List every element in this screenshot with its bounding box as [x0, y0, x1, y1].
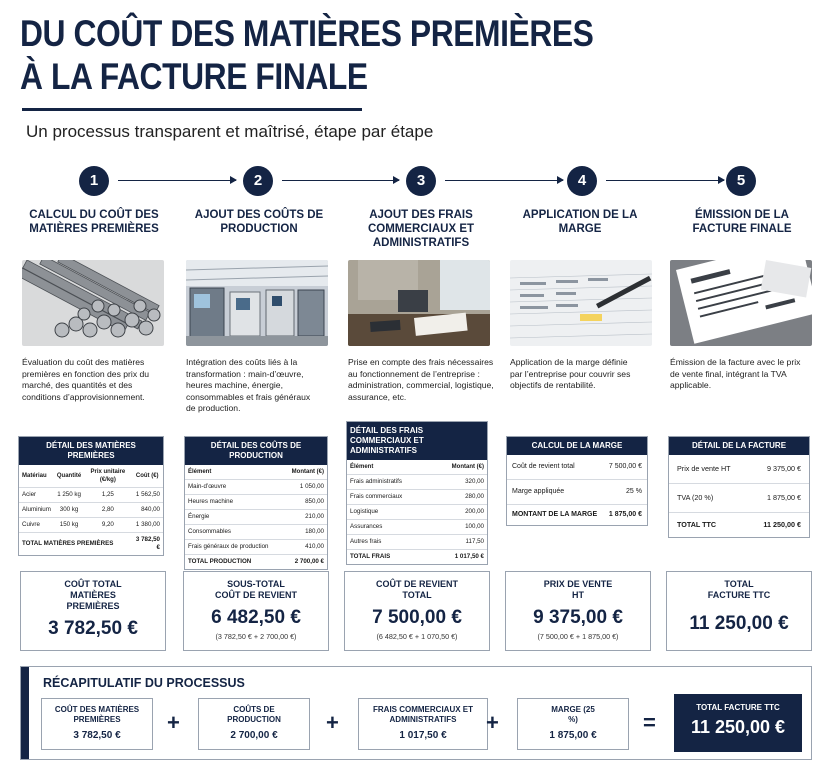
factory-machines-photo [186, 260, 328, 346]
step-4-description: Application de la marge définie par l’entreprise pour couvrir ses objectifs de rentabilité. [510, 357, 631, 390]
table-cell: 100,00 [431, 520, 487, 535]
table-title: DÉTAIL DE LA FACTURE [669, 437, 809, 455]
margin-calculation-table [506, 436, 648, 526]
table-cell: 1,25 [84, 488, 131, 503]
table-cell: Énergie [185, 510, 283, 525]
table-row [185, 540, 327, 555]
table-row [185, 480, 327, 495]
recap-item-label: MARGE (25 %) [551, 705, 595, 724]
table-cell: 2,80 [84, 503, 131, 518]
table-cell: Acier [19, 488, 54, 503]
step-3-title: AJOUT DES FRAIS COMMERCIAUX ET ADMINISTRATIFS [367, 209, 475, 249]
table-cell: 1 875,00 € [748, 484, 809, 513]
commercial-admin-table [346, 421, 488, 565]
table-cell: Autres frais [347, 535, 431, 550]
invoice-detail-table [668, 436, 810, 538]
total-value: 1 875,00 € [608, 511, 642, 518]
total-box-selling-price [505, 571, 651, 651]
total-box-formula: (3 782,50 € + 2 700,00 €) [215, 632, 297, 641]
table-row [185, 495, 327, 510]
arrow-4-5 [606, 180, 724, 181]
table-cell: Frais administratifs [347, 475, 431, 490]
table-row [669, 455, 809, 484]
total-box-label: SOUS-TOTAL COÛT DE REVIENT [214, 579, 297, 600]
table-header: Élément [347, 460, 431, 475]
table-header: Prix unitaire (€/kg) [84, 465, 131, 488]
total-box-label: PRIX DE VENTE HT [543, 579, 613, 600]
plus-operator: + [167, 710, 180, 735]
table-row [19, 518, 163, 533]
step-3-description: Prise en compte des frais nécessaires au fonctionnement de l’entreprise : administration, commercial, logistique, assurance, etc. [348, 357, 494, 402]
recap-item-value: 1 017,50 € [399, 730, 447, 741]
table-title: DÉTAIL DES FRAIS COMMERCIAUX ET ADMINISTRATIFS [347, 422, 487, 460]
total-box-value: 11 250,00 € [689, 613, 789, 634]
recap-accent-bar [21, 667, 29, 759]
table-total-row [19, 533, 163, 556]
table-cell: 1 250 kg [54, 488, 84, 503]
table-row [669, 484, 809, 513]
total-box-value: 7 500,00 € [372, 607, 462, 628]
table-cell: 7 500,00 € [603, 455, 647, 480]
step-1-title: CALCUL DU COÛT DES MATIÈRES PREMIÈRES [29, 209, 159, 235]
total-value: 3 782,50 € [135, 536, 160, 551]
table-header: Montant (€) [283, 465, 327, 480]
recap-final-label: TOTAL FACTURE TTC [696, 703, 780, 712]
total-box-label: COÛT TOTAL MATIÈRES PREMIÈRES [64, 579, 122, 611]
table-row [507, 455, 647, 480]
table-row [185, 525, 327, 540]
equals-operator: = [643, 710, 656, 735]
step-2-description: Intégration des coûts liés à la transformation : main-d’œuvre, heures machine, énergie, consommables et frais généraux de production. [186, 357, 311, 413]
table-row [347, 490, 487, 505]
total-label: TOTAL MATIÈRES PREMIÈRES [22, 540, 114, 547]
arrow-1-2 [118, 180, 236, 181]
total-value: 1 017,50 € [454, 553, 484, 560]
step-4-number: 4 [567, 166, 597, 196]
table-cell: 25 % [603, 480, 647, 505]
recap-item-label: COÛTS DE PRODUCTION [227, 705, 281, 724]
page-title [20, 12, 594, 98]
table-cell: 410,00 [283, 540, 327, 555]
step-4-title: APPLICATION DE LA MARGE [522, 209, 638, 235]
table-title: CALCUL DE LA MARGE [507, 437, 647, 455]
table-cell: 210,00 [283, 510, 327, 525]
total-value: 11 250,00 € [763, 520, 801, 529]
table-cell: Frais commerciaux [347, 490, 431, 505]
total-box-formula: (7 500,00 € + 1 875,00 €) [537, 632, 619, 641]
table-cell: 1 562,50 [131, 488, 163, 503]
total-box-label: COÛT DE REVIENT TOTAL [375, 579, 458, 600]
table-total-row [669, 513, 809, 538]
table-cell: 150 kg [54, 518, 84, 533]
table-cell: 1 380,00 [131, 518, 163, 533]
table-cell: 9 375,00 € [748, 455, 809, 484]
table-cell: Coût de revient total [507, 455, 603, 480]
recap-final-total [674, 694, 802, 752]
total-label: TOTAL FRAIS [350, 553, 391, 560]
title-line-1: DU COÛT DES MATIÈRES PREMIÈRES [20, 13, 594, 54]
table-row [347, 505, 487, 520]
table-cell: 840,00 [131, 503, 163, 518]
recap-item-margin [517, 698, 629, 750]
table-title: DÉTAIL DES COÛTS DE PRODUCTION [185, 437, 327, 465]
table-total-row [347, 550, 487, 565]
recap-item-value: 1 875,00 € [549, 730, 597, 741]
table-cell: 9,20 [84, 518, 131, 533]
total-value: 2 700,00 € [294, 558, 324, 565]
total-box-subtotal [183, 571, 329, 651]
table-header: Montant (€) [431, 460, 487, 475]
table-row [19, 503, 163, 518]
page-subtitle: Un processus transparent et maîtrisé, étape par étape [26, 122, 434, 141]
step-1-number: 1 [79, 166, 109, 196]
recap-item-production [198, 698, 310, 750]
total-label: TOTAL PRODUCTION [188, 558, 252, 565]
total-box-formula: (6 482,50 € + 1 070,50 €) [376, 632, 458, 641]
total-box-value: 3 782,50 € [48, 618, 138, 639]
table-header: Coût (€) [131, 465, 163, 488]
table-cell: Logistique [347, 505, 431, 520]
table-cell: 1 050,00 [283, 480, 327, 495]
table-row [19, 488, 163, 503]
recap-item-commercial-admin [358, 698, 488, 750]
table-cell: 300 kg [54, 503, 84, 518]
spreadsheet-pen-photo [510, 260, 652, 346]
table-cell: 850,00 [283, 495, 327, 510]
recap-title: RÉCAPITULATIF DU PROCESSUS [43, 676, 245, 690]
table-header: Élément [185, 465, 283, 480]
step-1-description: Évaluation du coût des matières premières en fonction des prix du marché, des quantités et des conditions d’approvisionnement. [22, 357, 150, 402]
plus-operator: + [486, 710, 499, 735]
table-cell: Aluminium [19, 503, 54, 518]
table-cell: 180,00 [283, 525, 327, 540]
table-row [185, 510, 327, 525]
recap-final-value: 11 250,00 € [690, 717, 786, 737]
table-row [347, 535, 487, 550]
table-total-row [507, 505, 647, 526]
table-cell: Heures machine [185, 495, 283, 510]
arrow-3-4 [445, 180, 563, 181]
table-cell: Frais généraux de production [185, 540, 283, 555]
office-desk-photo [348, 260, 490, 346]
table-cell: Prix de vente HT [669, 455, 748, 484]
step-5-number: 5 [726, 166, 756, 196]
process-recap [20, 666, 812, 760]
table-title: DÉTAIL DES MATIÈRES PREMIÈRES [19, 437, 163, 465]
table-cell: 320,00 [431, 475, 487, 490]
table-cell: 200,00 [431, 505, 487, 520]
step-3-number: 3 [406, 166, 436, 196]
invoice-document-photo [670, 260, 812, 346]
table-cell: Consommables [185, 525, 283, 540]
table-cell: Cuivre [19, 518, 54, 533]
table-cell: 280,00 [431, 490, 487, 505]
table-row [347, 520, 487, 535]
table-cell: 117,50 [431, 535, 487, 550]
table-header: Quantité [54, 465, 84, 488]
recap-item-value: 3 782,50 € [73, 730, 121, 741]
step-2-title: AJOUT DES COÛTS DE PRODUCTION [194, 209, 324, 235]
recap-item-raw-materials [41, 698, 153, 750]
step-5-title: ÉMISSION DE LA FACTURE FINALE [692, 209, 792, 235]
recap-item-value: 2 700,00 € [230, 730, 278, 741]
plus-operator: + [326, 710, 339, 735]
raw-materials-table [18, 436, 164, 556]
table-total-row [185, 555, 327, 570]
table-cell: Assurances [347, 520, 431, 535]
metal-bars-photo [22, 260, 164, 346]
table-header: Matériau [19, 465, 54, 488]
total-box-value: 9 375,00 € [533, 607, 623, 628]
total-label: TOTAL TTC [677, 520, 717, 529]
production-costs-table [184, 436, 328, 570]
title-line-2: À LA FACTURE FINALE [20, 56, 368, 97]
table-cell: Main-d’œuvre [185, 480, 283, 495]
title-rule [22, 108, 362, 111]
total-box-value: 6 482,50 € [211, 607, 301, 628]
total-label: MONTANT DE LA MARGE [512, 511, 598, 518]
recap-item-label: COÛT DES MATIÈRES PREMIÈRES [54, 705, 140, 724]
step-5-description: Émission de la facture avec le prix de vente final, intégrant la TVA applicable. [670, 357, 801, 390]
arrow-2-3 [282, 180, 399, 181]
total-box-label: TOTAL FACTURE TTC [707, 579, 771, 600]
total-box-invoice [666, 571, 812, 651]
table-row [347, 475, 487, 490]
table-row [507, 480, 647, 505]
total-box-cost-price [344, 571, 490, 651]
total-box-raw-materials [20, 571, 166, 651]
table-cell: Marge appliquée [507, 480, 603, 505]
recap-item-label: FRAIS COMMERCIAUX ET ADMINISTRATIFS [373, 705, 473, 724]
table-cell: TVA (20 %) [669, 484, 748, 513]
step-2-number: 2 [243, 166, 273, 196]
